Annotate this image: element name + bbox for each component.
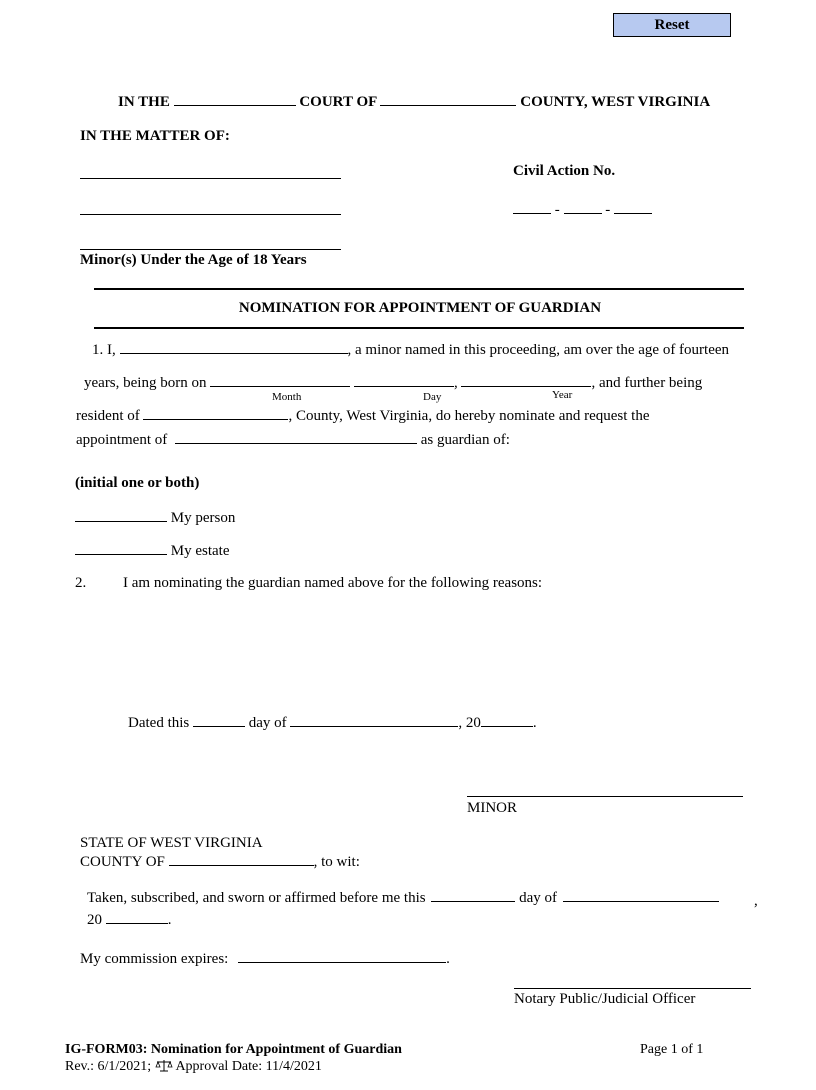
minors-label: Minor(s) Under the Age of 18 Years [80,252,307,268]
guardian-name-field[interactable] [175,431,417,444]
minor-signature-field[interactable] [467,796,743,797]
para2-text: I am nominating the guardian named above for the following reasons: [123,575,543,591]
birth-month-field[interactable] [210,374,350,387]
para1-as-guardian: as guardian of: [420,432,510,448]
taken-line [87,889,719,907]
court-name-field[interactable] [174,93,296,106]
para1-line4 [76,431,510,449]
taken-text: Taken, subscribed, and sworn or affirmed before me this [87,890,426,906]
minor-label: MINOR [467,800,518,816]
dated-comma-20: , 20 [458,715,481,731]
county-name-field[interactable] [380,93,516,106]
page-number: Page 1 of 1 [640,1042,704,1057]
dated-month-field[interactable] [290,714,458,727]
taken-twenty: 20 [87,912,102,928]
commission-expires-field[interactable] [238,950,446,963]
resident-county-field[interactable] [143,407,288,420]
reset-button[interactable]: Reset [613,13,731,37]
para1-comma: , [453,375,458,391]
month-caption: Month [272,391,302,403]
notary-county-field[interactable] [169,853,314,866]
commission-line [80,950,450,968]
taken-comma: , [754,893,758,909]
option-person-label: My person [170,510,236,526]
scales-of-justice-icon [155,1059,173,1078]
civil-sep-2: - [605,202,611,218]
civil-action-number [513,201,652,219]
state-label: STATE OF WEST VIRGINIA [80,835,263,851]
para1-further: , and further being [591,375,703,391]
para2-number: 2. [75,575,87,591]
commission-label: My commission expires: [80,951,229,967]
taken-year-field[interactable] [106,911,168,924]
dated-day-of: day of [248,715,287,731]
dated-line [128,714,537,732]
para1-years-born: years, being born on [84,375,207,391]
para1-line3 [76,407,650,425]
taken-month-field[interactable] [563,889,719,902]
reasons-field[interactable] [75,600,745,695]
birth-year-field[interactable] [461,374,591,387]
nominator-name-field[interactable] [120,341,348,354]
option-estate [75,542,229,560]
notary-label: Notary Public/Judicial Officer [514,991,696,1007]
initial-label: (initial one or both) [75,475,200,491]
county-wv-text: COUNTY, WEST VIRGINIA [520,94,711,110]
para1-appointment-of: appointment of [76,432,168,448]
estate-initial-field[interactable] [75,542,167,555]
civil-action-field-2[interactable] [564,201,602,214]
dated-this: Dated this [128,715,190,731]
in-the-text: IN THE [118,94,170,110]
taken-day-field[interactable] [431,889,515,902]
para1-minor-text: , a minor named in this proceeding, am over the age of fourteen [347,342,730,358]
dated-day-field[interactable] [193,714,245,727]
revision-date: Rev.: 6/1/2021; [65,1059,152,1074]
to-wit-text: , to wit: [313,854,360,870]
title-rule-bottom [94,327,744,329]
court-of-text: COURT OF [299,94,377,110]
option-estate-label: My estate [170,543,230,559]
form-title: IG-FORM03: Nomination for Appointment of Guardian [65,1042,402,1057]
county-of-text: COUNTY OF [80,854,165,870]
taken-period: . [167,912,172,928]
court-header [118,93,710,111]
birth-day-field[interactable] [354,374,454,387]
commission-period: . [446,951,450,967]
minor-name-field-1[interactable] [80,178,341,179]
para1-line2 [84,374,702,392]
day-caption: Day [423,391,442,403]
para1-line1 [92,341,729,359]
para1-resident-of: resident of [76,408,140,424]
dated-period: . [532,715,537,731]
dated-year-field[interactable] [481,714,533,727]
para1-county-text: , County, West Virginia, do hereby nominate and request the [288,408,650,424]
title-rule-top [94,288,744,290]
para1-number: 1. [92,342,104,358]
minor-name-field-3[interactable] [80,249,341,250]
approval-date: Approval Date: 11/4/2021 [175,1059,322,1074]
taken-day-of: day of [519,890,557,906]
civil-action-field-3[interactable] [614,201,652,214]
person-initial-field[interactable] [75,509,167,522]
notary-signature-field[interactable] [514,988,751,989]
page-title: NOMINATION FOR APPOINTMENT OF GUARDIAN [238,300,602,316]
civil-action-field-1[interactable] [513,201,551,214]
civil-action-label: Civil Action No. [513,163,616,179]
option-person [75,509,235,527]
year-caption: Year [552,389,573,401]
revision-line [65,1059,322,1078]
county-of-line [80,853,360,871]
minor-name-field-2[interactable] [80,214,341,215]
para1-i: I, [107,342,116,358]
taken-year-line [87,911,172,929]
civil-sep-1: - [554,202,560,218]
in-matter-of: IN THE MATTER OF: [80,128,230,144]
